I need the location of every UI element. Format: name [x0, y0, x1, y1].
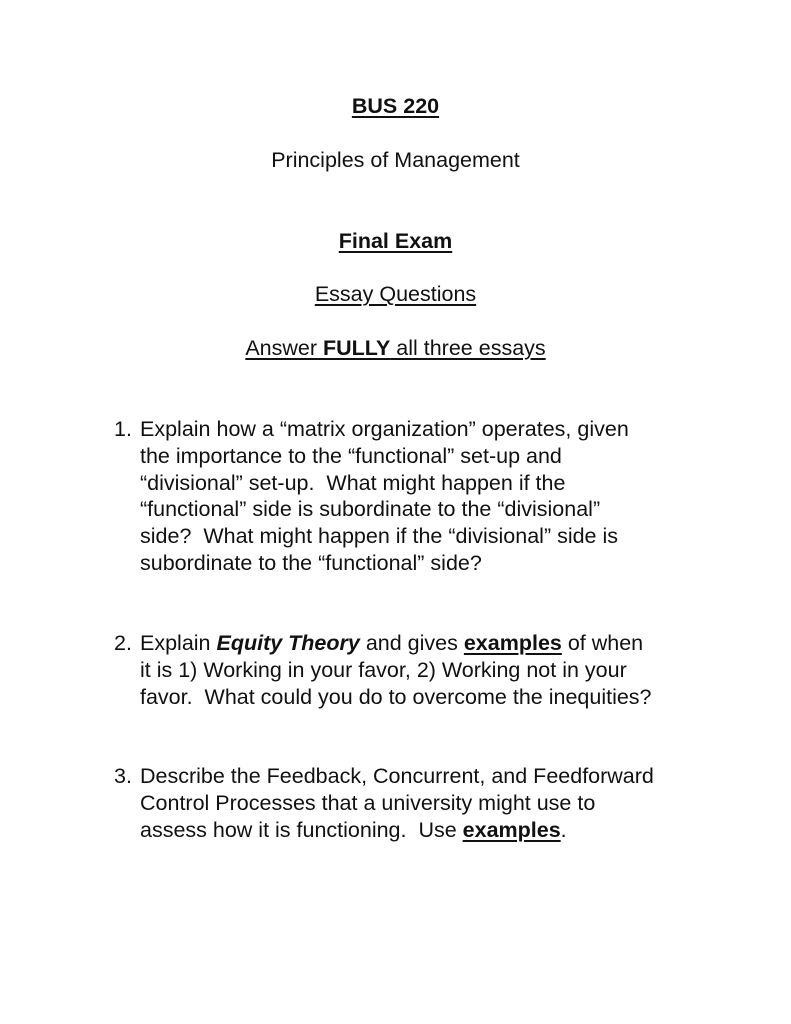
question-number: 3. [114, 764, 132, 788]
question-line: the importance to the “functional” set-up and [140, 443, 562, 468]
instruction-emphasis: FULLY [323, 336, 391, 360]
q3-text-a: assess how it is functioning. Use [140, 817, 463, 842]
question-line: it is 1) Working in your favor, 2) Working not in your [140, 657, 627, 682]
question-line: “functional” side is subordinate to the “divisional” [140, 497, 601, 522]
instruction-post: all three essays [390, 336, 546, 360]
equity-theory-term: Equity Theory [216, 631, 360, 655]
section-title [0, 281, 791, 307]
course-code-text: BUS 220 [351, 94, 440, 118]
q2-text-b: and gives [359, 631, 464, 655]
question-line [140, 630, 714, 657]
q2-text-a: Explain [140, 631, 217, 655]
instruction-pre: Answer [245, 336, 323, 360]
question-line: side? What might happen if the “divisional” side is [140, 524, 619, 549]
question-line [140, 817, 714, 844]
course-name: Principles of Management [271, 148, 520, 172]
course-code [0, 93, 791, 119]
instructions [0, 335, 791, 361]
examples-emphasis: examples [463, 631, 562, 655]
question-number: 2. [114, 631, 132, 655]
question-text [140, 630, 714, 710]
question-line: Describe the Feedback, Concurrent, and Feedforward [140, 764, 654, 788]
question-line: subordinate to the “functional” side? [140, 550, 482, 575]
examples-emphasis: examples [462, 817, 561, 842]
question-number: 1. [114, 417, 132, 441]
q2-text-c: of when [561, 631, 644, 655]
section-title-text: Essay Questions [314, 282, 477, 306]
question-text [140, 416, 714, 577]
question-line: Control Processes that a university might use to [140, 790, 596, 815]
exam-title-text: Final Exam [338, 229, 453, 253]
exam-title [0, 228, 791, 254]
question-text [140, 763, 714, 843]
question-line: Explain how a “matrix organization” operates, given [140, 417, 629, 441]
question-line: “divisional” set-up. What might happen if the [140, 470, 566, 495]
q3-text-b: . [560, 817, 567, 842]
question-line: favor. What could you do to overcome the inequities? [140, 684, 652, 709]
